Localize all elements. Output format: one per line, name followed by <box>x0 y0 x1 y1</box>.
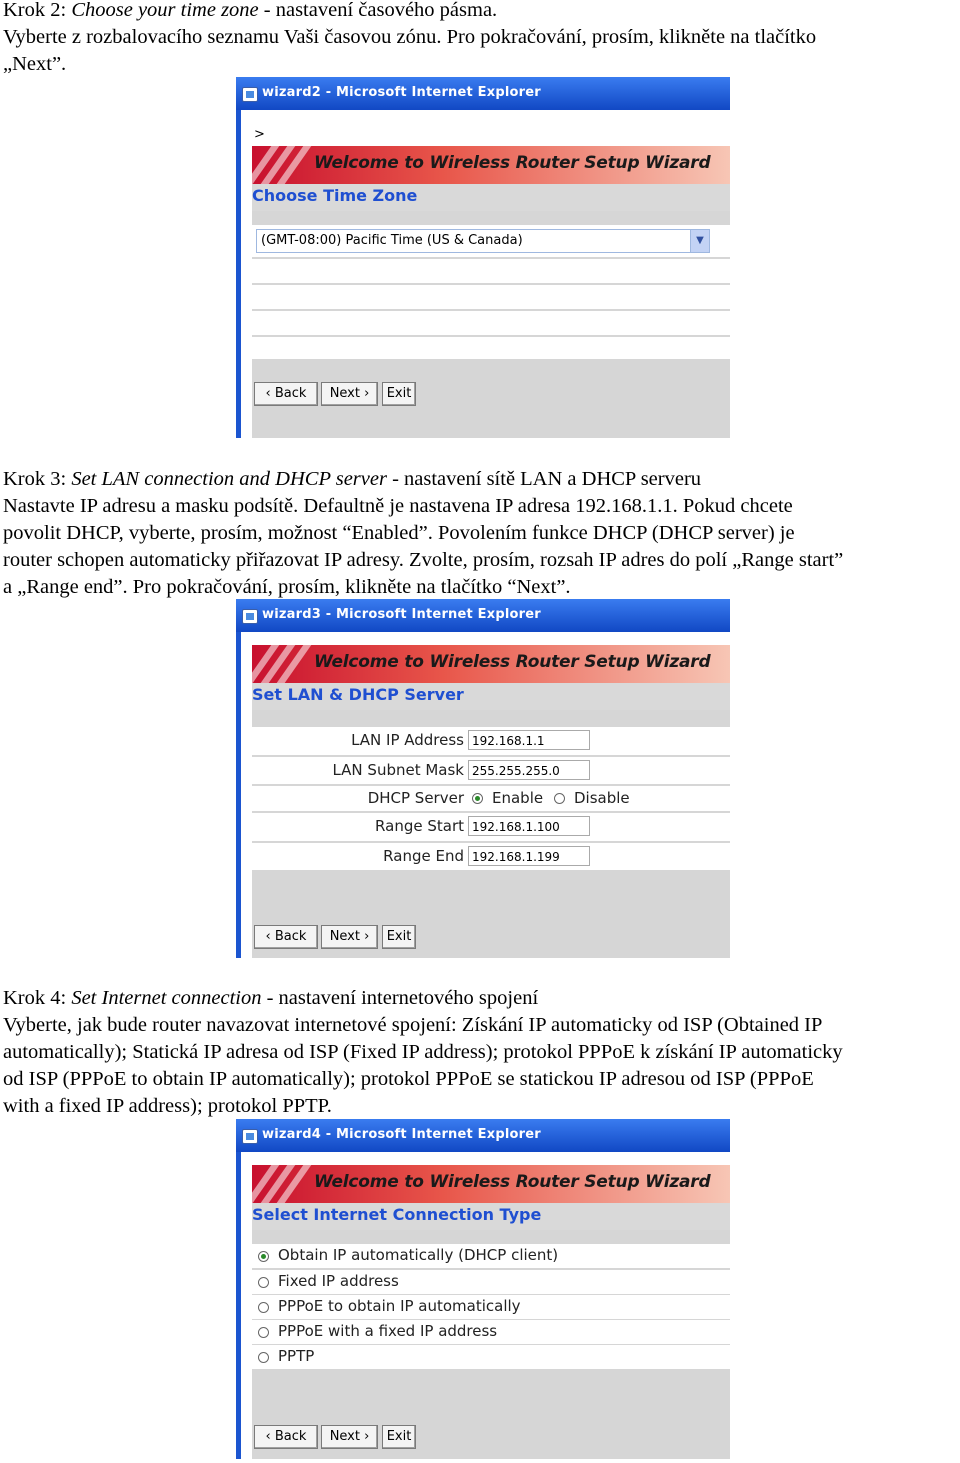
step3-prefix: Krok 3: <box>3 468 72 490</box>
ie-window-icon <box>242 87 258 102</box>
subnet-input[interactable]: 255.255.255.0 <box>468 760 590 780</box>
step3-line3: povolit DHCP, vyberte, prosím, možnost “Enabled”. Povolením funkce DHCP (DHCP server) je <box>3 522 795 544</box>
wizard4-subtitle <box>252 1203 730 1230</box>
step2-text <box>3 0 960 78</box>
wizard4-subtitle-text: Select Internet Connection Type <box>252 1205 542 1224</box>
step4-line3: automatically); Statická IP adresa od ISP (Fixed IP address); protokol PPPoE k získání IP automaticky <box>3 1041 843 1063</box>
step3-suffix: - nastavení sítě LAN a DHCP serveru <box>386 468 702 490</box>
option-pppoe-auto-label: PPPoE to obtain IP automatically <box>278 1297 521 1315</box>
window-left-frame <box>236 1152 241 1459</box>
wizard4-content <box>252 1152 730 1459</box>
connection-option-row <box>252 1345 730 1369</box>
wizard4-window <box>236 1119 730 1459</box>
subnet-label: LAN Subnet Mask <box>332 761 464 779</box>
dhcp-disable-label: Disable <box>574 789 630 807</box>
dhcp-enable-label: Enable <box>492 789 544 807</box>
empty-row <box>252 311 730 335</box>
next-button[interactable]: Next › <box>321 382 378 406</box>
range-end-label: Range End <box>383 847 464 865</box>
wizard2-header-text: Welcome to Wireless Router Setup Wizard <box>314 153 711 173</box>
wizard3-subtitle <box>252 683 730 710</box>
exit-button[interactable]: Exit <box>382 1425 416 1449</box>
wizard2-title: wizard2 - Microsoft Internet Explorer <box>262 85 541 100</box>
ie-window-icon <box>242 609 258 624</box>
step3-text <box>3 466 960 601</box>
step4-italic: Set Internet connection <box>71 987 262 1009</box>
exit-button[interactable]: Exit <box>382 382 416 406</box>
wizard2-panel <box>252 211 730 438</box>
step4-line1 <box>3 985 960 1012</box>
back-button[interactable]: ‹ Back <box>254 1425 318 1449</box>
step3-italic: Set LAN connection and DHCP server <box>71 468 387 490</box>
range-end-input[interactable]: 192.168.1.199 <box>468 846 590 866</box>
wizard3-window <box>236 599 730 958</box>
next-button[interactable]: Next › <box>321 925 378 949</box>
range-start-row <box>252 813 730 841</box>
option-pppoe-fixed-radio[interactable] <box>258 1327 269 1338</box>
step4-prefix: Krok 4: <box>3 987 72 1009</box>
step4-line4: od ISP (PPPoE to obtain IP automatically); protokol PPPoE se statickou IP adresou od ISP (PPPoE <box>3 1068 814 1090</box>
step2-line3: „Next”. <box>3 53 67 75</box>
wizard4-header-text: Welcome to Wireless Router Setup Wizard <box>314 1172 711 1192</box>
step3-line2: Nastavte IP adresu a masku podsítě. Defaultně je nastavena IP adresa 192.168.1.1. Pokud chcete <box>3 495 793 517</box>
step2-suffix: - nastavení časového pásma. <box>258 0 498 21</box>
wizard2-window <box>236 77 730 438</box>
lan-ip-label: LAN IP Address <box>351 731 464 749</box>
timezone-row <box>252 225 730 257</box>
connection-option-row <box>252 1320 730 1344</box>
wizard3-header-text: Welcome to Wireless Router Setup Wizard <box>314 652 711 672</box>
next-button[interactable]: Next › <box>321 1425 378 1449</box>
wizard4-panel <box>252 1230 730 1459</box>
wizard2-subtitle <box>252 184 730 211</box>
exit-button[interactable]: Exit <box>382 925 416 949</box>
option-dhcp-label: Obtain IP automatically (DHCP client) <box>278 1246 559 1264</box>
step3-line5: a „Range end”. Pro pokračování, prosím, klikněte na tlačítko “Next”. <box>3 576 571 598</box>
step4-suffix: - nastavení internetového spojení <box>261 987 539 1009</box>
connection-option-row <box>252 1295 730 1319</box>
window-left-frame <box>236 110 241 438</box>
step2-line2: Vyberte z rozbalovacího seznamu Vaši časovou zónu. Pro pokračování, prosím, klikněte na tlačítko <box>3 26 817 48</box>
wizard2-subtitle-text: Choose Time Zone <box>252 186 418 205</box>
cursor-text: > <box>254 127 265 142</box>
range-start-input[interactable]: 192.168.1.100 <box>468 816 590 836</box>
empty-row <box>252 259 730 283</box>
subnet-row <box>252 757 730 784</box>
ie-window-icon <box>242 1129 258 1144</box>
wizard2-header-banner <box>252 146 730 184</box>
wizard2-titlebar[interactable] <box>236 77 730 110</box>
timezone-value: (GMT-08:00) Pacific Time (US & Canada) <box>261 233 523 248</box>
option-pptp-label: PPTP <box>278 1347 315 1365</box>
option-dhcp-radio[interactable] <box>258 1251 269 1262</box>
connection-option-row <box>252 1244 730 1268</box>
lan-ip-row <box>252 727 730 755</box>
wizard4-title: wizard4 - Microsoft Internet Explorer <box>262 1127 541 1142</box>
step2-prefix: Krok 2: <box>3 0 72 21</box>
wizard2-content <box>252 110 730 438</box>
chevron-down-icon[interactable]: ▼ <box>690 230 709 252</box>
dhcp-label: DHCP Server <box>367 789 464 807</box>
wizard3-titlebar[interactable] <box>236 599 730 632</box>
step3-line1 <box>3 466 960 493</box>
dhcp-enable-radio[interactable] <box>472 793 483 804</box>
empty-row <box>252 285 730 309</box>
dhcp-row <box>252 786 730 811</box>
timezone-select[interactable] <box>256 229 710 253</box>
option-fixed-ip-label: Fixed IP address <box>278 1272 399 1290</box>
wizard3-panel <box>252 710 730 958</box>
connection-option-row <box>252 1270 730 1294</box>
option-fixed-ip-radio[interactable] <box>258 1277 269 1288</box>
wizard3-content <box>252 632 730 958</box>
step4-line2: Vyberte, jak bude router navazovat internetové spojení: Získání IP automaticky od ISP (Obtained IP <box>3 1014 823 1036</box>
window-left-frame <box>236 632 241 958</box>
range-end-row <box>252 843 730 870</box>
option-pppoe-auto-radio[interactable] <box>258 1302 269 1313</box>
option-pptp-radio[interactable] <box>258 1352 269 1363</box>
step3-line4: router schopen automaticky přiřazovat IP adresy. Zvolte, prosím, rozsah IP adres do polí „Range start” <box>3 549 844 571</box>
step4-text <box>3 985 960 1120</box>
wizard3-title: wizard3 - Microsoft Internet Explorer <box>262 607 541 622</box>
back-button[interactable]: ‹ Back <box>254 382 318 406</box>
step4-line5: with a fixed IP address); protokol PPTP. <box>3 1095 332 1117</box>
dhcp-disable-radio[interactable] <box>554 793 565 804</box>
wizard3-subtitle-text: Set LAN & DHCP Server <box>252 685 464 704</box>
wizard4-header-banner <box>252 1165 730 1203</box>
wizard3-header-banner <box>252 645 730 683</box>
option-pppoe-fixed-label: PPPoE with a fixed IP address <box>278 1322 498 1340</box>
back-button[interactable]: ‹ Back <box>254 925 318 949</box>
range-start-label: Range Start <box>375 817 464 835</box>
lan-ip-input[interactable]: 192.168.1.1 <box>468 730 590 750</box>
empty-row <box>252 337 730 359</box>
wizard4-titlebar[interactable] <box>236 1119 730 1152</box>
step2-line1 <box>3 0 960 24</box>
step2-italic: Choose your time zone <box>71 0 259 21</box>
